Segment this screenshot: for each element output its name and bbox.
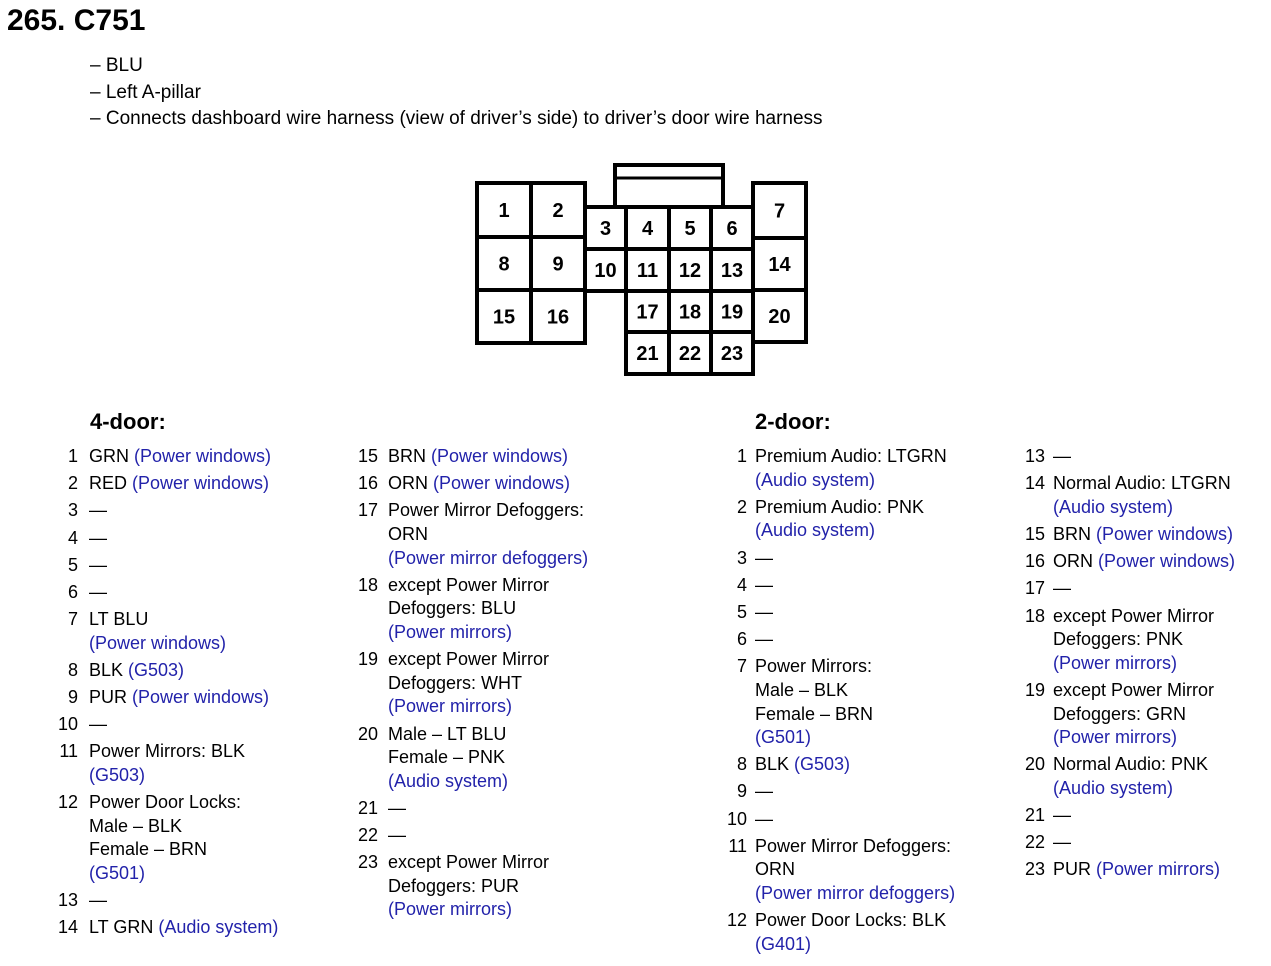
pin-number: 1 xyxy=(736,446,747,466)
pin-number: 17 xyxy=(357,500,378,521)
pin-description xyxy=(89,740,339,787)
wire-color-text: — xyxy=(89,581,107,602)
pin-description xyxy=(1053,679,1271,750)
wire-color-text: — xyxy=(89,554,107,575)
circuit-ref-link[interactable]: (Audio system) xyxy=(158,917,279,938)
pin-entry-14 xyxy=(57,916,339,940)
pin-cell-label-7: 7 xyxy=(773,200,786,223)
pin-number: 22 xyxy=(1024,832,1045,853)
wire-color-text: — xyxy=(1053,805,1071,826)
circuit-ref-link[interactable]: (Power mirrors) xyxy=(388,899,512,920)
wire-color-text: Premium Audio: LTGRN xyxy=(755,446,947,466)
pin-entry-21 xyxy=(352,797,638,821)
circuit-ref-link[interactable]: (Power windows) xyxy=(1096,523,1234,544)
circuit-ref-link[interactable]: (Power mirrors) xyxy=(388,696,512,717)
pin-entry-18 xyxy=(352,574,638,645)
pin-number: 10 xyxy=(57,714,78,735)
circuit-ref-link[interactable]: (Power mirror defoggers) xyxy=(388,547,589,568)
pin-entry-12 xyxy=(57,791,339,885)
circuit-ref-link[interactable]: (Power mirrors) xyxy=(1053,727,1177,748)
connector-tab xyxy=(615,165,723,207)
circuit-ref-link[interactable]: (Audio system) xyxy=(755,520,876,541)
wire-color-text: ORN xyxy=(388,473,433,494)
pin-number: 5 xyxy=(67,554,78,575)
pin-description xyxy=(388,797,638,821)
pin-cell-label-12: 12 xyxy=(678,260,702,282)
pin-cell-label-19: 19 xyxy=(720,301,744,324)
wire-color-text: — xyxy=(755,808,773,829)
wire-color-text: PUR xyxy=(89,687,133,708)
pin-description xyxy=(755,574,1012,598)
wire-color-text: ORN xyxy=(755,859,795,880)
pin-number: 9 xyxy=(736,781,747,802)
pin-number: 13 xyxy=(1024,446,1045,466)
pin-entry-3 xyxy=(722,547,1012,571)
pin-number: 17 xyxy=(1024,578,1045,599)
pin-number: 13 xyxy=(57,890,78,911)
pin-number: 12 xyxy=(726,910,747,931)
circuit-ref-link[interactable]: (Audio system) xyxy=(1053,496,1174,517)
pin-description xyxy=(89,916,339,940)
pin-cell-label-6: 6 xyxy=(726,218,738,240)
pin-entry-13 xyxy=(57,889,339,913)
wire-color-text: Normal Audio: PNK xyxy=(1053,754,1209,775)
pin-number: 1 xyxy=(67,446,78,466)
pin-cell-label-15: 15 xyxy=(492,306,516,329)
pin-description xyxy=(1053,577,1271,601)
pin-entry-18 xyxy=(1019,605,1271,676)
wire-color-text: Power Door Locks: xyxy=(89,792,242,813)
circuit-ref-link[interactable]: (G503) xyxy=(794,754,851,775)
pin-entry-2 xyxy=(57,472,339,496)
circuit-ref-link[interactable]: (Power windows) xyxy=(132,687,270,708)
pin-entry-11 xyxy=(57,740,339,787)
pin-entry-4 xyxy=(57,527,339,551)
pin-description xyxy=(755,780,1012,804)
pin-cell-label-10: 10 xyxy=(594,260,617,282)
pin-description xyxy=(755,909,1012,956)
wire-color-text: Defoggers: PUR xyxy=(388,875,520,896)
pin-cell-label-21: 21 xyxy=(636,343,659,365)
pin-description xyxy=(89,499,339,523)
pin-entry-15 xyxy=(1019,523,1271,547)
pin-description xyxy=(388,574,638,645)
pin-description xyxy=(1053,753,1271,800)
wire-color-text: Normal Audio: LTGRN xyxy=(1053,473,1231,494)
pin-number: 7 xyxy=(67,609,78,630)
pin-number: 21 xyxy=(1024,805,1045,826)
pin-cell-label-18: 18 xyxy=(678,301,702,324)
connector-notes xyxy=(90,53,823,133)
pin-number: 20 xyxy=(1024,754,1045,775)
pin-entry-19 xyxy=(1019,679,1271,750)
wire-color-text: — xyxy=(755,629,773,650)
circuit-ref-link[interactable]: (Audio system) xyxy=(1053,777,1174,798)
circuit-ref-link[interactable]: (Power mirror defoggers) xyxy=(755,883,956,904)
pin-entry-20 xyxy=(352,723,638,794)
wire-color-text: Female – PNK xyxy=(388,747,506,768)
pin-description xyxy=(388,648,638,719)
page-title: 265. C751 xyxy=(7,4,146,37)
wire-color-text: BRN xyxy=(388,446,432,466)
wire-color-text: except Power Mirror xyxy=(388,649,550,670)
wire-color-text: — xyxy=(388,797,406,818)
pin-number: 2 xyxy=(67,473,78,494)
circuit-ref-link[interactable]: (Power windows) xyxy=(433,473,571,494)
pin-description xyxy=(388,723,638,794)
wire-color-text: Power Mirrors: xyxy=(755,656,873,677)
pin-entry-8 xyxy=(722,753,1012,777)
pin-number: 8 xyxy=(736,754,747,775)
wire-color-text: BLK xyxy=(89,659,129,680)
pin-entry-21 xyxy=(1019,804,1271,828)
pin-description xyxy=(89,686,339,710)
pin-entry-4 xyxy=(722,574,1012,598)
wire-color-text: BLK xyxy=(755,754,795,775)
pin-number: 9 xyxy=(67,687,78,708)
circuit-ref-link[interactable]: (G501) xyxy=(755,727,812,748)
pin-entry-23 xyxy=(1019,858,1271,882)
wire-color-text: — xyxy=(1053,578,1071,599)
pin-cell-label-9: 9 xyxy=(552,253,564,276)
pin-entry-16 xyxy=(352,472,638,496)
wire-color-text: — xyxy=(1053,446,1071,466)
pin-description xyxy=(89,791,339,885)
pin-number: 19 xyxy=(1024,679,1045,700)
pin-description xyxy=(89,445,339,469)
pin-description xyxy=(1053,523,1271,547)
pin-description xyxy=(1053,550,1271,574)
wire-color-text: except Power Mirror xyxy=(1053,679,1215,700)
pin-entry-22 xyxy=(352,824,638,848)
wire-color-text: except Power Mirror xyxy=(388,852,550,873)
wire-color-text: Power Mirrors: BLK xyxy=(89,741,246,762)
wire-color-text: Male – BLK xyxy=(755,679,849,700)
pin-entry-3 xyxy=(57,499,339,523)
wire-color-text: Power Door Locks: BLK xyxy=(755,910,947,931)
pin-list-2door-left xyxy=(722,445,1012,960)
wire-color-text: GRN xyxy=(89,446,134,466)
pin-cell-label-14: 14 xyxy=(768,254,791,276)
pin-cell-label-17: 17 xyxy=(636,301,659,324)
pin-description xyxy=(89,527,339,551)
pin-description xyxy=(388,472,638,496)
pin-list-4door-left xyxy=(57,445,339,944)
wire-color-text: — xyxy=(755,781,773,802)
pin-number: 7 xyxy=(736,656,747,677)
pin-description xyxy=(755,445,1012,492)
pin-description xyxy=(89,659,339,683)
pin-cell-label-2: 2 xyxy=(552,200,564,222)
pin-entry-15 xyxy=(352,445,638,469)
section-heading-2door: 2-door: xyxy=(755,409,831,434)
pin-description xyxy=(89,581,339,605)
pin-description xyxy=(755,808,1012,832)
circuit-ref-link[interactable]: (G503) xyxy=(128,659,185,680)
pin-description xyxy=(755,628,1012,652)
circuit-ref-link[interactable]: (G501) xyxy=(89,863,146,884)
pin-description xyxy=(89,472,339,496)
pin-entry-17 xyxy=(352,499,638,570)
wire-color-text: Male – BLK xyxy=(89,815,183,836)
wire-color-text: PUR xyxy=(1053,859,1097,880)
pin-entry-6 xyxy=(722,628,1012,652)
pin-entry-10 xyxy=(57,713,339,737)
circuit-ref-link[interactable]: (Power windows) xyxy=(431,446,569,466)
note-color: – BLU xyxy=(90,55,143,76)
pin-entry-7 xyxy=(722,655,1012,749)
wire-color-text: Premium Audio: PNK xyxy=(755,496,925,517)
pin-number: 15 xyxy=(357,446,378,466)
pin-entry-9 xyxy=(722,780,1012,804)
wire-color-text: except Power Mirror xyxy=(1053,605,1215,626)
wire-color-text: Defoggers: GRN xyxy=(1053,703,1187,724)
pin-entry-14 xyxy=(1019,472,1271,519)
pin-cell-label-23: 23 xyxy=(720,343,744,365)
pin-entry-22 xyxy=(1019,831,1271,855)
pin-number: 4 xyxy=(736,574,747,595)
wire-color-text: Power Mirror Defoggers: xyxy=(388,500,585,521)
pin-entry-12 xyxy=(722,909,1012,956)
pin-cell-label-8: 8 xyxy=(498,253,510,276)
wire-color-text: — xyxy=(388,825,406,846)
pin-entry-13 xyxy=(1019,445,1271,469)
pin-description xyxy=(755,835,1012,906)
circuit-ref-link[interactable]: (Power windows) xyxy=(89,632,227,653)
pin-entry-8 xyxy=(57,659,339,683)
wire-color-text: Defoggers: PNK xyxy=(1053,629,1184,650)
pin-list-4door-right xyxy=(352,445,638,926)
wire-color-text: — xyxy=(755,574,773,595)
pin-cell-label-22: 22 xyxy=(678,343,702,365)
pin-entry-5 xyxy=(57,554,339,578)
pin-entry-9 xyxy=(57,686,339,710)
wire-color-text: — xyxy=(89,527,107,548)
pin-number: 16 xyxy=(357,473,378,494)
pin-description xyxy=(755,655,1012,749)
pin-cell-label-11: 11 xyxy=(636,260,659,282)
pin-description xyxy=(1053,858,1271,882)
note-location: – Left A-pillar xyxy=(90,81,201,103)
wire-color-text: Female – BRN xyxy=(755,703,874,724)
pin-number: 3 xyxy=(67,500,78,521)
circuit-ref-link[interactable]: (Power mirrors) xyxy=(1053,652,1177,673)
pin-entry-2 xyxy=(722,496,1012,543)
pin-cell-label-20: 20 xyxy=(768,306,791,328)
pin-number: 22 xyxy=(357,825,378,846)
circuit-ref-link[interactable]: (Power mirrors) xyxy=(388,621,512,642)
pin-description xyxy=(755,601,1012,625)
pin-description xyxy=(755,753,1012,777)
wire-color-text: except Power Mirror xyxy=(388,574,550,595)
pin-entry-10 xyxy=(722,808,1012,832)
pin-number: 5 xyxy=(736,601,747,622)
pin-number: 2 xyxy=(736,496,747,517)
pin-description xyxy=(755,547,1012,571)
pin-number: 20 xyxy=(357,723,378,744)
pin-number: 23 xyxy=(1024,859,1045,880)
wire-color-text: — xyxy=(755,547,773,568)
wire-color-text: Female – BRN xyxy=(89,839,208,860)
pin-description xyxy=(388,445,638,469)
pin-number: 6 xyxy=(67,581,78,602)
pin-number: 18 xyxy=(357,574,378,595)
pin-description xyxy=(89,608,339,655)
wire-color-text: Defoggers: WHT xyxy=(388,672,523,693)
pin-number: 21 xyxy=(357,797,378,818)
pin-cell-label-5: 5 xyxy=(684,218,696,240)
wire-color-text: BRN xyxy=(1053,523,1097,544)
pin-cell-label-4: 4 xyxy=(641,218,654,240)
pin-description xyxy=(1053,445,1271,469)
pin-number: 15 xyxy=(1024,523,1045,544)
wire-color-text: Defoggers: BLU xyxy=(388,598,517,619)
pin-cell-label-1: 1 xyxy=(498,200,510,222)
wire-color-text: LT GRN xyxy=(89,917,159,938)
pin-description xyxy=(89,889,339,913)
pin-entry-11 xyxy=(722,835,1012,906)
pin-description xyxy=(388,824,638,848)
wire-color-text: — xyxy=(89,714,107,735)
pin-description xyxy=(89,713,339,737)
pin-entry-7 xyxy=(57,608,339,655)
pin-number: 18 xyxy=(1024,605,1045,626)
pin-entry-19 xyxy=(352,648,638,719)
wire-color-text: — xyxy=(89,890,107,911)
pin-number: 10 xyxy=(726,808,747,829)
connector-diagram xyxy=(448,153,816,383)
pin-description xyxy=(89,554,339,578)
pin-cell-label-13: 13 xyxy=(720,260,744,282)
wire-color-text: — xyxy=(1053,832,1071,853)
wire-color-text: LT BLU xyxy=(89,609,149,630)
pin-entry-20 xyxy=(1019,753,1271,800)
circuit-ref-link[interactable]: (Power windows) xyxy=(132,473,270,494)
pin-number: 3 xyxy=(736,547,747,568)
pin-number: 19 xyxy=(357,649,378,670)
note-description: – Connects dashboard wire harness (view of driver’s side) to driver’s door wire harness xyxy=(90,108,823,129)
pin-entry-17 xyxy=(1019,577,1271,601)
wire-color-text: RED xyxy=(89,473,133,494)
pin-description xyxy=(1053,831,1271,855)
pin-list-2door-right xyxy=(1019,445,1271,886)
pin-description xyxy=(1053,605,1271,676)
pin-description xyxy=(755,496,1012,543)
circuit-ref-link[interactable]: (Audio system) xyxy=(388,770,509,791)
wire-color-text: Male – LT BLU xyxy=(388,723,507,744)
pin-cell-label-3: 3 xyxy=(599,218,612,240)
circuit-ref-link[interactable]: (G401) xyxy=(755,933,812,954)
circuit-ref-link[interactable]: (G503) xyxy=(89,765,146,786)
pin-entry-5 xyxy=(722,601,1012,625)
wire-color-text: ORN xyxy=(1053,551,1098,572)
pin-entry-1 xyxy=(57,445,339,469)
pin-number: 11 xyxy=(728,835,747,856)
pin-number: 16 xyxy=(1024,551,1045,572)
circuit-ref-link[interactable]: (Power windows) xyxy=(134,446,272,466)
wire-color-text: — xyxy=(89,500,107,521)
pin-number: 8 xyxy=(67,659,78,680)
pin-entry-6 xyxy=(57,581,339,605)
wire-color-text: Power Mirror Defoggers: xyxy=(755,835,952,856)
pin-entry-16 xyxy=(1019,550,1271,574)
pin-description xyxy=(1053,472,1271,519)
pin-entry-23 xyxy=(352,851,638,922)
pin-description xyxy=(388,851,638,922)
circuit-ref-link[interactable]: (Power mirrors) xyxy=(1096,859,1221,880)
pin-description xyxy=(388,499,638,570)
wire-color-text: ORN xyxy=(388,523,428,544)
pin-cell-label-16: 16 xyxy=(546,306,570,329)
pin-number: 14 xyxy=(57,917,78,938)
circuit-ref-link[interactable]: (Audio system) xyxy=(755,469,876,490)
pin-number: 14 xyxy=(1024,473,1045,494)
pin-number: 4 xyxy=(67,527,78,548)
pin-number: 6 xyxy=(736,629,747,650)
pin-description xyxy=(1053,804,1271,828)
pin-number: 23 xyxy=(357,852,378,873)
pin-entry-1 xyxy=(722,445,1012,492)
section-heading-4door: 4-door: xyxy=(90,409,166,434)
pin-number: 12 xyxy=(57,792,78,813)
wire-color-text: — xyxy=(755,601,773,622)
pin-number: 11 xyxy=(59,741,78,762)
circuit-ref-link[interactable]: (Power windows) xyxy=(1098,551,1236,572)
